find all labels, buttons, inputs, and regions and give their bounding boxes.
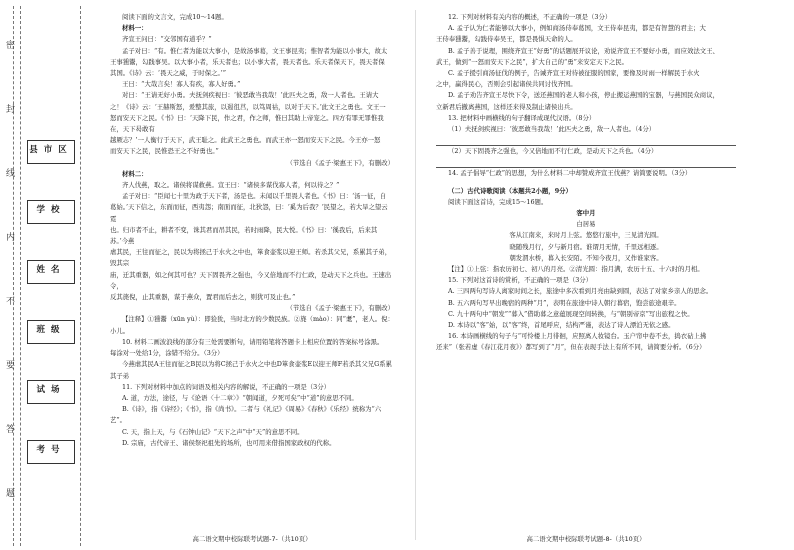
right-line [436,157,736,168]
info-field-box[interactable] [27,140,75,164]
left-line: 怒而安天下之民。《书》曰：‘天降下民，作之君，作之师，惟曰其助上帝宠之。四方有罪无罪惟我在，天下曷敢有 [110,113,384,134]
left-line: 庙，迁其重器，如之何其可也？天下固畏齐之强也，今又倍地而不行仁政，是动天下之兵也。王速出令， [110,270,392,290]
left-line: 材料二： [122,169,148,178]
seal-mark: 答 [4,424,14,433]
left-line: 齐人伐燕，取之。诸侯将谋救燕。宣王曰：“诸侯多谋伐寡人者，何以待之？” [122,181,340,190]
info-field-box[interactable] [27,440,75,464]
info-field-box[interactable] [27,320,75,344]
left-line: 也。归市者不止，耕者不变，诛其君而吊其民，若时雨降，民大悦。《书》曰：‘徯我后，后来其苏。’今燕 [110,225,378,246]
left-line: 对曰：“王请无好小勇。夫抚剑疾视曰：‘彼恶敢当我哉！’此匹夫之勇，敌一人者也。王请大 [122,91,379,100]
left-line: 10. 材料二画波浪线的部分有三处需要断句，请用铅笔将答题卡上相应位置的答案标号涂黑。 [122,337,384,346]
right-line: B. 孟子善于说理，围绕齐宣王“好勇”的话题展开议论，劝说齐宣王不要好小勇，而应效法文王、 [448,46,719,55]
seal-mark: 封 [4,104,14,113]
info-field-label: 姓名 [36,265,66,275]
left-line: D. 宗庙，古代帝王、诸侯祭祀祖先的场所，也可用来借指国家政权的代称。 [122,438,336,447]
right-line: C. 九十两句中“朝发”“暮入”借助暮之意蕴展现空间转换，与“朝别帝京”写出旅程之快。 [448,309,694,318]
info-field-label: 考号 [36,445,66,455]
right-line: 13. 把材料中画横线的句子翻译成现代汉语。（8分） [448,113,596,122]
seal-line-outer [13,6,14,546]
right-line: 王侍奉獯鬻，勾践侍奉吴王，都是畏惧天命的人。 [436,35,577,44]
info-field-label: 试场 [36,385,66,395]
left-line: 孟子对曰：“臣闻七十里为政于天下者，汤是也。未闻以千里畏人者也。《书》曰：‘汤一征，自 [122,192,387,201]
right-line: 客从江南来，来时月上弦。悠悠行旅中，三见清光圆。 [509,231,663,240]
right-line: 白居易 [576,220,596,229]
left-line: 葛始。’天下信之，东面而征，西夷怨；南面而征，北狄怨，曰：‘奚为后我？’民望之，若大旱之望云霓 [110,203,388,223]
right-line: 16. 本诗画横线的句子与“可怜楼上月徘徊，应照离人妆镜台。玉户帘中卷不去，捣衣砧上拂 [448,332,707,341]
right-line: （2）天下固畏齐之强也，今又倍地而不行仁政，是动天下之兵也。（4分） [448,147,658,156]
seal-line-right [80,6,81,546]
right-line: 立新君后撤离燕国，这样还来得及制止诸侯出兵。 [436,102,577,111]
left-line: 11. 下列对材料中加点的词语及相关内容的解说，不正确的一项是（3分） [122,382,330,391]
right-line: 还来”（张若虚《春江花月夜》）都写到了“月”，但在表现手法上有所不同，请简要分析。（6分） [436,343,706,352]
left-line: B.《诗》，指《诗经》；《书》，指《尚书》。二者与《礼记》《周易》《春秋》《乐经》统称为“六艺”。 [110,405,382,425]
right-line: 武王，做到“一怒而安天下之民”，扩大自己的“勇”来安定天下之民。 [436,57,629,66]
right-line: 12. 下列对材料有关内容的概述，不正确的一项是（3分） [448,13,612,21]
info-field-label: 县市区 [29,145,73,155]
left-line: 今燕虐其民A王往而征之B民以为将C拯己于水火之中也D箪食壶浆E以迎王师F若杀其父兄G系累其子弟 [110,360,392,380]
left-line: （节选自《孟子·梁惠王下》，有删改） [286,158,394,167]
seal-mark: 内 [4,232,14,241]
right-line: C. 孟子援引商汤征伐的例子，告诫齐宣王对待被征服的国家，要像及时雨一样解民于水火 [448,69,700,78]
info-field-label: 班级 [36,325,66,335]
seal-line-inner [20,6,21,546]
right-column [436,12,736,354]
right-line: 15. 下列对这首诗的赏析，不正确的一项是（3分） [448,276,593,285]
seal-mark: 不 [4,296,14,305]
right-line: D. 孟子劝告齐宣王尽快下令，送还燕国的老人和小孩，停止搬运燕国的宝器，与燕国民众商议， [448,91,719,100]
right-line: A. 三四两句写诗人离家时间之长，旅途中多次看到月亮由缺到圆，表达了对家乡亲人的思念。 [448,287,713,296]
left-line: 齐宣王问曰：“交邻国有道乎？” [122,35,212,44]
left-line: 其国。《诗》云：‘畏天之威，于时保之。’” [110,69,226,78]
left-line: 【注释】①獯鬻（xūn yù）：即猃狁，当时北方的少数民族。②旄（mào）：同“耄”，老人。倪： [122,315,394,324]
right-line: 【注】①上弦：指农历初七、初八的月亮。②清光圆：指月满，农历十五、十六时的月相。 [448,265,704,274]
left-line: 每涂对一处给1分，涂错不给分。（3分） [110,349,224,358]
right-line: A. 孟子认为仁者能够以大事小，例如商汤侍奉葛国，文王侍奉昆夷，都是有智慧的君主；大 [448,24,706,33]
right-line [436,135,736,146]
left-line: 孟子对曰：“有。惟仁者为能以大事小，是故汤事葛，文王事昆夷；惟智者为能以小事大，故太 [122,46,388,55]
seal-mark: 密 [4,40,14,49]
left-line: 小儿。 [110,326,130,335]
left-line: 而安天下之民，民惟恐王之不好勇也。” [110,147,219,156]
footer-right: 高二语文期中校际联考试题-8-（共10页） [526,535,646,543]
seal-mark: 线 [4,168,14,177]
left-line: 阅读下面的文言文，完成10～14题。 [122,13,228,21]
left-line: 王曰：“大哉言矣！寡人有疾，寡人好勇。” [122,80,241,89]
left-line: 反其旄倪，止其重器，谋于燕众，置君而后去之，则犹可及止也。” [110,293,296,302]
seal-mark: 题 [4,488,14,497]
left-line: 之！《诗》云：‘王赫斯怒，爰整其旅，以遏徂莒，以笃周祜，以对于天下。’此文王之勇也。文王一 [110,102,386,111]
info-field-box[interactable] [27,200,75,224]
right-line: 阅读下面这首诗，完成15～16题。 [448,197,548,206]
right-line: （二）古代诗歌阅读（本题共2小题，9分） [448,186,572,195]
right-line: D. 本诗以“客”始，以“客”终，首尾呼应，结构严谨，表达了诗人漂泊无依之感。 [448,321,675,330]
left-line: C. 天，指上天，与《石钟山记》“天下之声”中“天”的意思不同。 [122,427,304,436]
column-separator [415,10,416,540]
binding-strip [0,0,82,550]
right-line: 朝发渭水桥，暮入长安陌。不知今夜月，又作谁家客。 [509,253,663,262]
info-field-box[interactable] [27,260,75,284]
left-column [110,12,394,449]
info-field-label: 学校 [36,205,66,215]
left-line: 越厥志？’一人衡行于天下，武王耻之。此武王之勇也。而武王亦一怒而安天下之民。今王亦一怒 [110,136,381,145]
seal-mark: 要 [4,360,14,369]
right-line: 客中月 [576,209,596,218]
right-line: 14. 孟子倡导“仁政”的思想，为什么材料二中却赞成齐宣王伐燕？请简要说明。（3分） [448,169,692,178]
right-line: （1）夫抚剑疾视曰：‘彼恶敢当我哉！’此匹夫之勇，敌一人者也。（4分） [448,125,656,134]
footer-left: 高二语文期中校际联考试题-7-（共10页） [192,535,312,543]
right-line: 之中，赢得民心，否则会引起诸侯共同讨伐齐国。 [436,80,577,89]
left-line: A. 道，方法，途径，与《论语〈十二章〉》“朝闻道，夕死可矣”中“道”的意思不同。 [122,393,358,402]
left-line: （节选自《孟子·梁惠王下》，有删改） [286,304,394,313]
info-field-box[interactable] [27,380,75,404]
left-line: 虐其民，王往而征之，民以为将拯己于水火之中也，箪食壶浆以迎王师。若杀其父兄，系累其子弟，毁其宗 [110,248,392,268]
right-line: B. 五六两句写早出晚宿的两种“月”，表明在旅途中诗人朝行暮宿，饱尝旅途艰辛。 [448,298,681,307]
left-line: 王事獯鬻，勾践事吴。以大事小者，乐天者也；以小事大者，畏天者也。乐天者保天下，畏天者保 [110,57,385,66]
left-line: 材料一： [122,24,148,33]
right-line: 晓随残月行，夕与新月宿。谁谓月无情，千里远相逐。 [509,242,663,251]
